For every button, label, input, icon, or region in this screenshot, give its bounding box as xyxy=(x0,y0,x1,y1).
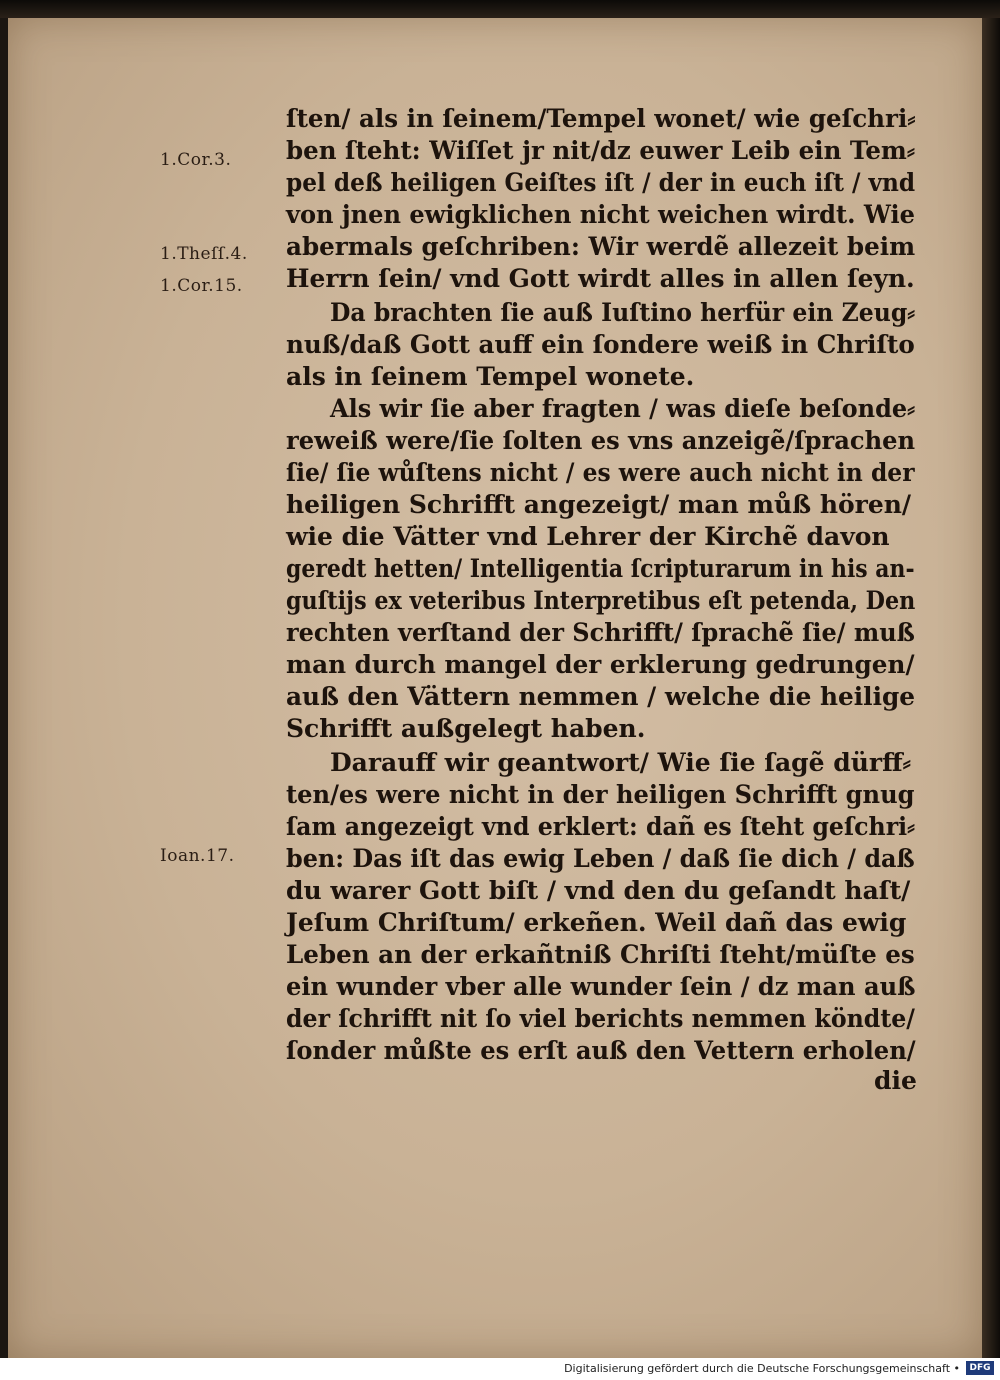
text-line: ten/es were nicht in der heiligen Schrifft gnug xyxy=(286,780,915,809)
text-line: ſten/ als in ſeinem/Tempel wonet/ wie geſchri⸗ xyxy=(286,104,916,133)
margin-note-1cor15: 1.Cor.15. xyxy=(160,276,243,296)
text-line: als in ſeinem Tempel wonete. xyxy=(286,362,695,391)
margin-note-ioan17: Ioan.17. xyxy=(160,846,235,866)
text-line: Da brachten ſie auß Iuſtino herfür ein Zeug⸗ xyxy=(330,298,916,327)
text-line: Als wir ſie aber fragten / was dieſe beſonde⸗ xyxy=(330,394,916,423)
margin-note-1cor3: 1.Cor.3. xyxy=(160,150,232,170)
digitization-footer xyxy=(0,1358,1000,1380)
text-line: Schrifft außgelegt haben. xyxy=(286,714,646,743)
text-line: ſonder můßte es erſt auß den Vettern erholen/ xyxy=(286,1036,916,1065)
text-line: auß den Vättern nemmen / welche die heilige xyxy=(286,682,916,711)
text-line: abermals geſchriben: Wir werdẽ allezeit beim xyxy=(286,232,916,261)
text-line: Leben an der erkañtniß Chriſti ſteht/müſte es xyxy=(286,940,915,969)
text-line: der ſchrifft nit ſo viel berichts nemmen köndte/ xyxy=(286,1004,915,1033)
text-line: guſtijs ex veteribus Interpretibus eſt petenda, Den xyxy=(286,586,916,615)
text-line: von jnen ewigklichen nicht weichen wirdt. Wie xyxy=(286,200,915,229)
text-line: nuß/daß Gott auff ein ſondere weiß in Chriſto xyxy=(286,330,915,359)
text-line: rechten verſtand der Schrifft/ ſprachẽ ſie/ muß xyxy=(286,618,915,647)
text-line: Darauff wir geantwort/ Wie ſie ſagẽ dürff⸗ xyxy=(330,748,911,777)
text-line: pel deß heiligen Geiſtes iſt / der in euch iſt / vnd xyxy=(286,168,916,197)
text-line: ben ſteht: Wiſſet jr nit/dz euwer Leib ein Tem⸗ xyxy=(286,136,916,165)
text-line: wie die Vätter vnd Lehrer der Kirchẽ davon xyxy=(286,522,890,551)
text-line: ein wunder vber alle wunder ſein / dz man auß xyxy=(286,972,916,1001)
text-line: reweiß were/ſie ſolten es vns anzeigẽ/ſprachen xyxy=(286,426,916,455)
text-line: Jeſum Chriſtum/ erkeñen. Weil dañ das ewig xyxy=(286,908,907,937)
catchword: die xyxy=(874,1066,917,1095)
text-line: heiligen Schrifft angezeigt/ man můß hören/ xyxy=(286,490,912,519)
scan-top-border xyxy=(0,0,1000,18)
text-line: ben: Das iſt das ewig Leben / daß ſie dich / daß xyxy=(286,844,915,873)
text-line: ſie/ ſie wůſtens nicht / es were auch nicht in der xyxy=(286,458,915,487)
text-line: man durch mangel der erklerung gedrungen/ xyxy=(286,650,915,679)
dfg-logo: DFG xyxy=(966,1361,994,1375)
text-line: Herrn ſein/ vnd Gott wirdt alles in allen ſeyn. xyxy=(286,264,915,293)
text-line: du warer Gott biſt / vnd den du geſandt haſt/ xyxy=(286,876,911,905)
page-edge-shadow xyxy=(982,18,1000,1358)
text-line: ſam angezeigt vnd erklert: dañ es ſteht geſchri⸗ xyxy=(286,812,916,841)
margin-note-1thess4: 1.Theſſ.4. xyxy=(160,244,248,264)
digitization-credit: Digitalisierung gefördert durch die Deutsche Forschungsgemeinschaft • xyxy=(564,1362,960,1375)
text-line: geredt hetten/ Intelligentia ſcripturarum in his an- xyxy=(286,554,915,583)
